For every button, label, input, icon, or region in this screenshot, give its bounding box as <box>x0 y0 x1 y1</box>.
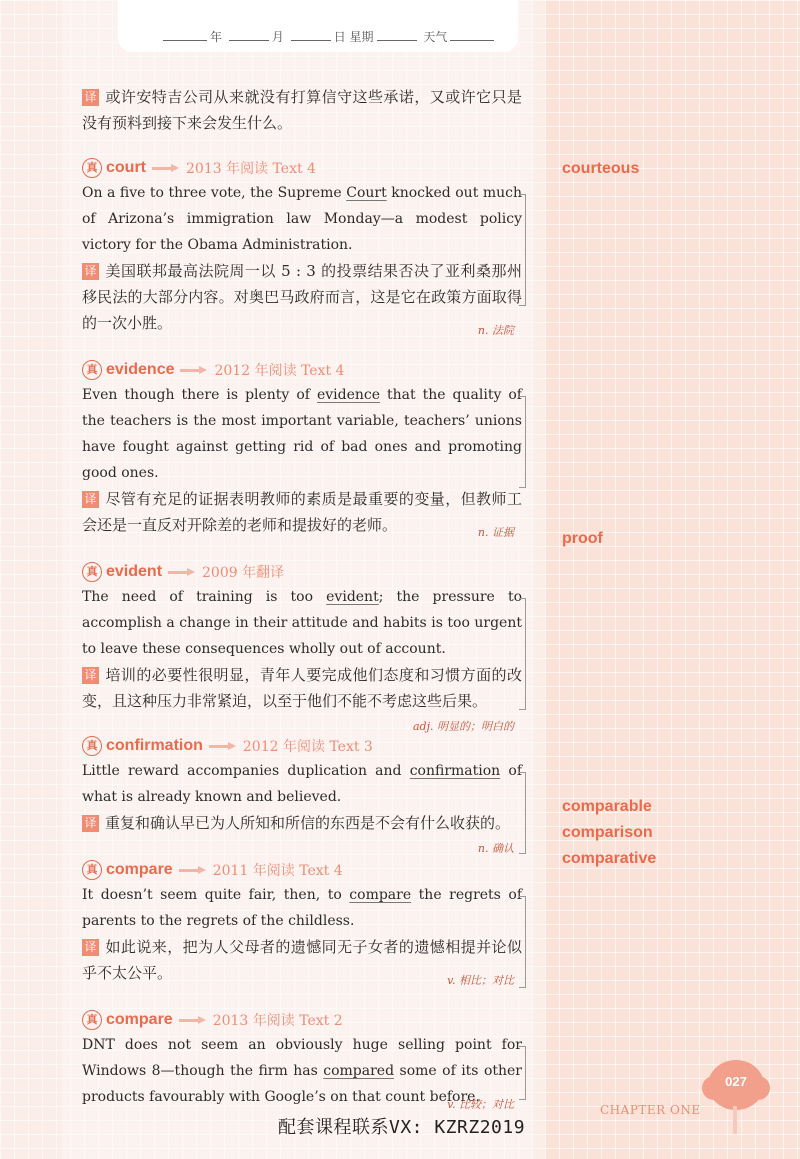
sentence-part: of what is already known and believed. <box>82 763 523 805</box>
headword: confirmation <box>106 737 203 754</box>
part-of-speech: n. 证据 <box>477 526 514 539</box>
exam-marker-icon: 真 <box>82 860 102 880</box>
arrow-icon <box>179 1016 207 1025</box>
pos-spacer <box>82 836 522 856</box>
exam-source: 2011 年阅读 Text 4 <box>212 863 343 879</box>
translation-marker-icon: 译 <box>82 939 99 956</box>
related-word-comparative: comparative <box>562 850 657 867</box>
entry-header <box>82 358 522 382</box>
example-sentence <box>82 584 522 662</box>
headword: evident <box>106 563 163 580</box>
month-label: 月 <box>271 30 284 44</box>
exam-marker-icon: 真 <box>82 158 102 178</box>
month-blank[interactable] <box>229 29 269 41</box>
sentence-part: It doesn’t seem quite fair, then, to <box>82 887 350 903</box>
year-label: 年 <box>210 30 223 44</box>
arrow-icon <box>179 866 207 875</box>
definition-bracket <box>519 896 526 988</box>
translation-marker-icon: 译 <box>82 263 99 280</box>
entry-header <box>82 1008 522 1032</box>
highlighted-word: Court <box>346 185 387 201</box>
day-label: 日 <box>333 30 346 44</box>
part-of-speech: v. 相比；对比 <box>447 974 514 987</box>
exam-source: 2013 年阅读 Text 4 <box>186 161 316 177</box>
arrow-icon <box>209 742 237 751</box>
year-blank[interactable] <box>163 29 207 41</box>
definition-bracket <box>519 772 526 854</box>
weather-label: 天气 <box>423 30 448 44</box>
part-of-speech: n. 确认 <box>477 842 514 855</box>
definition-bracket <box>519 396 526 488</box>
translation-marker-icon: 译 <box>82 815 99 832</box>
highlighted-word: evidence <box>316 387 381 403</box>
headword: compare <box>106 1011 173 1028</box>
entry-header <box>82 560 522 584</box>
highlighted-word: compared <box>323 1063 395 1079</box>
related-word-comparison: comparison <box>562 824 653 841</box>
part-of-speech: adj. 明显的；明白的 <box>412 720 514 733</box>
translation-marker-icon: 译 <box>82 667 99 684</box>
highlighted-word: confirmation <box>409 763 501 779</box>
translation-marker-icon: 译 <box>82 89 99 106</box>
example-sentence <box>82 382 522 486</box>
intro-translation <box>82 84 522 136</box>
translation-text: 重复和确认早已为人所知和所信的东西是不会有什么收获的。 <box>105 814 511 832</box>
related-word-courteous: courteous <box>562 160 640 177</box>
part-of-speech: n. 法院 <box>477 324 514 337</box>
entry-compare <box>82 858 522 986</box>
vocabulary-content <box>82 84 522 1110</box>
headword: court <box>106 159 146 176</box>
translation-marker-icon: 译 <box>82 491 99 508</box>
tree-trunk <box>733 1106 737 1134</box>
sentence-part: On a five to three vote, the Supreme <box>82 185 347 201</box>
weekday-label: 星期 <box>349 30 374 44</box>
part-of-speech: v. 比较；对比 <box>447 1098 514 1111</box>
sentence-part: Little reward accompanies duplication and <box>82 763 410 779</box>
entry-compare-2 <box>82 1008 522 1110</box>
sentence-part: Even though there is plenty of <box>82 387 317 403</box>
weather-blank[interactable] <box>450 29 494 41</box>
exam-marker-icon: 真 <box>82 736 102 756</box>
exam-marker-icon: 真 <box>82 1010 102 1030</box>
translation-text: 美国联邦最高法院周一以 5 : 3 的投票结果否决了亚利桑那州移民法的大部分内容。对奥巴马政府而言，这是它在政策方面取得的一次小胜。 <box>82 262 522 332</box>
entry-evident <box>82 560 522 734</box>
definition-bracket <box>519 194 526 306</box>
example-sentence <box>82 180 522 258</box>
exam-source: 2013 年阅读 Text 2 <box>212 1013 343 1029</box>
sentence-part: that the quality of the teachers is the most important variable, teachers’ unions have fought against getting rid of bad ones and promoting good ones. <box>82 387 522 481</box>
sentence-translation <box>82 486 522 538</box>
intro-translation-text: 或许安特吉公司从来就没有打算信守这些承诺，又或许它只是没有预料到接下来会发生什么。 <box>82 88 522 132</box>
headword: compare <box>106 861 173 878</box>
exam-marker-icon: 真 <box>82 562 102 582</box>
definition-bracket <box>519 1046 526 1100</box>
weekday-blank[interactable] <box>377 29 417 41</box>
entry-confirmation <box>82 734 522 856</box>
watermark-text: 配套课程联系VX: KZRZ2019 <box>278 1117 526 1138</box>
date-line <box>160 28 497 45</box>
arrow-icon <box>152 164 180 173</box>
exam-source: 2012 年阅读 Text 4 <box>214 363 345 379</box>
sentence-translation <box>82 662 522 714</box>
translation-text: 培训的必要性很明显，青年人要完成他们态度和习惯方面的改变，且这种压力非常紧迫，以至于他们不能不考虑这些后果。 <box>82 666 522 710</box>
sentence-part: DNT does not seem an obviously huge selling point for Windows 8—though the firm has <box>82 1037 522 1079</box>
entry-header <box>82 734 522 758</box>
entry-court <box>82 156 522 336</box>
sentence-translation <box>82 258 522 336</box>
sentence-part: some of its other products favourably with Google’s on that count before. <box>82 1063 523 1105</box>
sentence-part: the regrets of parents to the regrets of the childless. <box>82 887 523 929</box>
chapter-label: CHAPTER ONE <box>600 1103 701 1117</box>
related-word-proof: proof <box>562 530 603 547</box>
translation-text: 尽管有充足的证据表明教师的素质是最重要的变量，但教师工会还是一直反对开除差的老师和提拔好的老师。 <box>82 490 522 534</box>
exam-source: 2009 年翻译 <box>202 565 285 581</box>
exam-source: 2012 年阅读 Text 3 <box>242 739 373 755</box>
example-sentence <box>82 882 522 934</box>
sentence-part: The need of training is too <box>82 589 327 605</box>
sentence-part: knocked out much of Arizona’s immigration law Monday—a modest policy victory for the Obama Administration. <box>82 185 522 253</box>
exam-marker-icon: 真 <box>82 360 102 380</box>
highlighted-word: evident <box>326 589 379 605</box>
entry-header <box>82 156 522 180</box>
definition-bracket <box>519 598 526 710</box>
day-blank[interactable] <box>291 29 331 41</box>
related-word-comparable: comparable <box>562 798 652 815</box>
entry-evidence <box>82 358 522 538</box>
highlighted-word: compare <box>349 887 412 903</box>
arrow-icon <box>180 366 208 375</box>
tree-icon <box>700 1054 770 1134</box>
headword: evidence <box>106 361 175 378</box>
entry-header <box>82 858 522 882</box>
sentence-translation <box>82 810 522 836</box>
example-sentence <box>82 758 522 810</box>
page-number: 027 <box>725 1074 747 1089</box>
arrow-icon <box>168 568 196 577</box>
translation-text: 如此说来，把为人父母者的遗憾同无子女者的遗憾相提并论似乎不太公平。 <box>82 938 522 982</box>
sentence-part: ; the pressure to accomplish a change in their attitude and habits is too urgent to leave these consequences wholly out of account. <box>82 589 522 657</box>
